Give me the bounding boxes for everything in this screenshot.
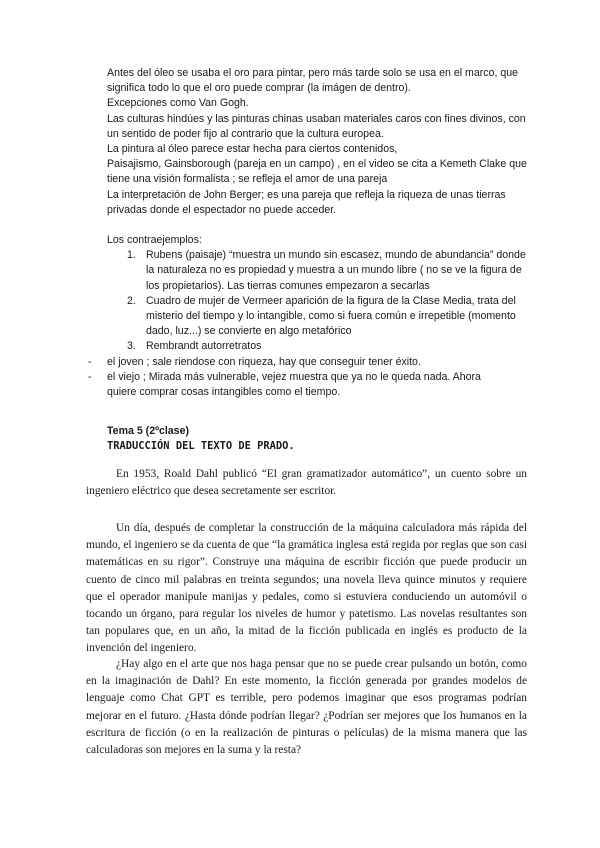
body-paragraph — [86, 466, 527, 500]
list-item — [88, 355, 508, 370]
contraexamples-list — [107, 248, 527, 354]
note-line: Paisajismo, Gainsborough (pareja en un campo) , en el video se cita a Kemeth Clake que tiene una visión formalista ; se refleja el amor de una pareja — [107, 158, 527, 186]
list-item — [88, 370, 508, 400]
section-subtitle: TRADUCCIÓN DEL TEXTO DE PRADO. — [107, 440, 295, 452]
list-item — [107, 248, 527, 294]
section-heading — [107, 424, 527, 454]
list-item — [107, 294, 527, 340]
list-item-text: Rubens (paisaje) “muestra un mundo sin escasez, mundo de abundancia” donde la naturaleza no es propiedad y muestra a un mundo libre ( no se ve la figura de los propietarios). Las tierras comunes empezaron a secarlas — [146, 249, 526, 292]
list-item-text: Rembrandt autorretratos — [146, 340, 262, 353]
section-title: Tema 5 (2ºclase) — [107, 425, 189, 437]
list-number: 3. — [127, 340, 136, 353]
dash-bullet: - — [88, 370, 92, 383]
list-item — [107, 339, 527, 354]
list-item-text: Cuadro de mujer de Vermeer aparición de la figura de la Clase Media, trata del misterio del tiempo y lo intangible, como si fuera común e irrepetible (momento dado, luz...) se convierte en algo metafórico — [146, 294, 516, 338]
note-line: La interpretación de John Berger; es una pareja que refleja la riqueza de unas tierras privadas donde el espectador no puede acceder. — [107, 188, 506, 216]
body-paragraph — [86, 656, 527, 759]
dash-bullet: - — [88, 355, 92, 368]
note-line: Antes del óleo se usaba el oro para pintar, pero más tarde solo se usa en el marco, que significa todo lo que el oro puede comprar (la imágen de dentro). — [107, 67, 519, 95]
note-line: Excepciones como Van Gogh. — [107, 97, 249, 110]
list-item-text: el viejo ; Mirada más vulnerable, vejez muestra que ya no le queda nada. Ahora quiere comprar cosas intangibles como el tiempo. — [107, 370, 481, 399]
contraexamples-label: Los contraejemplos: — [107, 234, 202, 247]
paragraph-text: Un día, después de completar la construcción de la máquina calculadora más rápida del mundo, el ingeniero se da cuenta de que “la gramática inglesa está regida por reglas que son casi matemáticas en su rigor”. Construye una máquina de escribir ficción que puede producir un cuento de cinco mil palabras en treinta segundos; una novela lleva quince minutos y requiere que el operador manipule manijas y pedales, como si estuviera conduciendo un automóvil o tocando un órgano, para regular los niveles de humor y patetismo. Las novelas resultantes son tan populares que, en un año, la mitad de la ficción publicada en inglés es producto de la invención del ingeniero. — [86, 522, 527, 655]
paragraph-text: ¿Hay algo en el arte que nos haga pensar que no se puede crear pulsando un botón, como en la imaginación de Dahl? En este momento, la ficción generada por grandes modelos de lenguaje como Chat GPT es terrible, pero podemos imaginar que esos programas podrían mejorar en el futuro. ¿Hasta dónde podrían llegar? ¿Podrían ser mejores que los humanos en la escritura de ficción (o en la realización de pinturas o películas) de la misma manera que las calculadoras son mejores en la suma y la resta? — [86, 658, 527, 757]
note-line: La pintura al óleo parece estar hecha para ciertos contenidos, — [107, 143, 398, 156]
note-line: Las culturas hindúes y las pinturas chinas usaban materiales caros con fines divinos, con un sentido de poder fijo al contrario que la cultura europea. — [107, 112, 526, 140]
list-number: 2. — [127, 294, 136, 307]
dash-list — [88, 355, 508, 401]
list-number: 1. — [127, 249, 136, 262]
list-item-text: el joven ; sale riendose con riqueza, hay que conseguir tener éxito. — [107, 355, 421, 368]
paragraph-text: En 1953, Roald Dahl publicó “El gran gramatizador automático”, un cuento sobre un ingeniero eléctrico que desea secretamente ser escritor. — [86, 468, 527, 498]
body-paragraph — [86, 520, 527, 658]
class-notes — [88, 66, 527, 400]
